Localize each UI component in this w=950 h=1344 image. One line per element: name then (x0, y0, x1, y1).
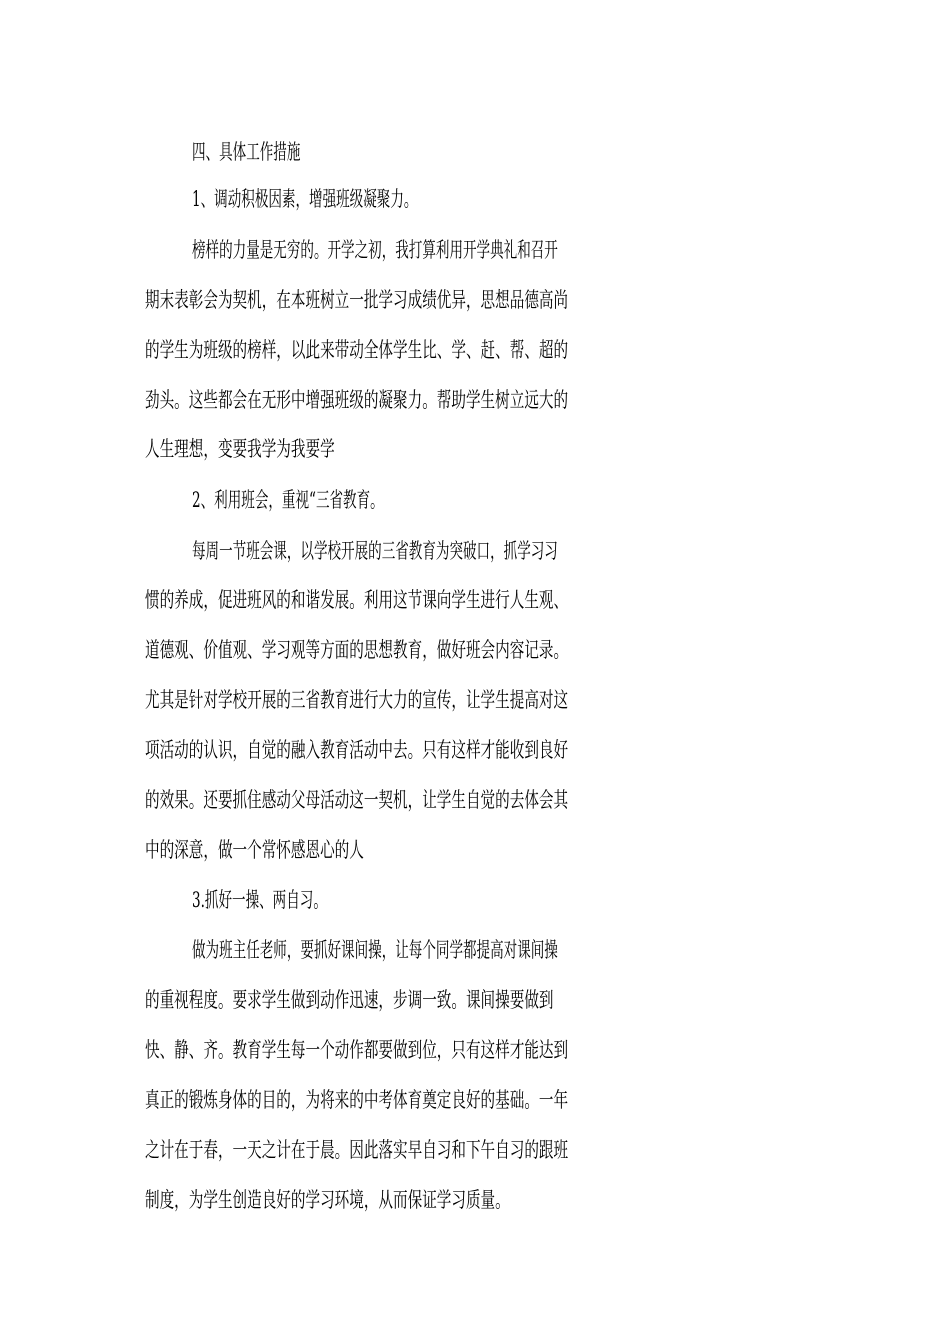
paragraph-line: 尤其是针对学校开展的三省教育进行大力的宣传，让学生提高对这 (145, 688, 569, 712)
paragraph-line: 的重视程度。要求学生做到动作迅速，步调一致。课间操要做到 (145, 988, 554, 1012)
section-1-title: 1、调动积极因素，增强班级凝聚力。 (192, 187, 418, 211)
paragraph-line: 惯的养成，促进班风的和谐发展。利用这节课向学生进行人生观、 (145, 588, 569, 612)
paragraph-line: 中的深意，做一个常怀感恩心的人 (145, 838, 364, 862)
paragraph-line: 人生理想，变要我学为我要学 (145, 437, 335, 461)
paragraph-line: 每周一节班会课，以学校开展的三省教育为突破口，抓学习习 (192, 539, 558, 563)
paragraph-line: 劲头。这些都会在无形中增强班级的凝聚力。帮助学生树立远大的 (145, 388, 569, 412)
paragraph-line: 之计在于春，一天之计在于晨。因此落实早自习和下午自习的跟班 (145, 1138, 569, 1162)
paragraph-line: 快、静、齐。教育学生每一个动作都要做到位，只有这样才能达到 (145, 1038, 569, 1062)
section-2-title: 2、利用班会，重视“三省教育。 (192, 488, 384, 512)
paragraph-line: 项活动的认识，自觉的融入教育活动中去。只有这样才能收到良好 (145, 738, 569, 762)
section-heading: 四、具体工作措施 (192, 140, 301, 164)
paragraph-line: 的学生为班级的榜样，以此来带动全体学生比、学、赶、帮、超的 (145, 338, 569, 362)
paragraph-line: 做为班主任老师，要抓好课间操，让每个同学都提高对课间操 (192, 938, 558, 962)
paragraph-line: 真正的锻炼身体的目的，为将来的中考体育奠定良好的基础。一年 (145, 1088, 569, 1112)
paragraph-line: 道德观、价值观、学习观等方面的思想教育，做好班会内容记录。 (145, 638, 569, 662)
paragraph-line: 榜样的力量是无穷的。开学之初，我打算利用开学典礼和召开 (192, 238, 558, 262)
paragraph-line: 期末表彰会为契机，在本班树立一批学习成绩优异，思想品德高尚 (145, 288, 569, 312)
paragraph-line: 制度，为学生创造良好的学习环境，从而保证学习质量。 (145, 1188, 510, 1212)
section-3-title: 3.抓好一操、两自习。 (192, 888, 327, 912)
paragraph-line: 的效果。还要抓住感动父母活动这一契机，让学生自觉的去体会其 (145, 788, 569, 812)
